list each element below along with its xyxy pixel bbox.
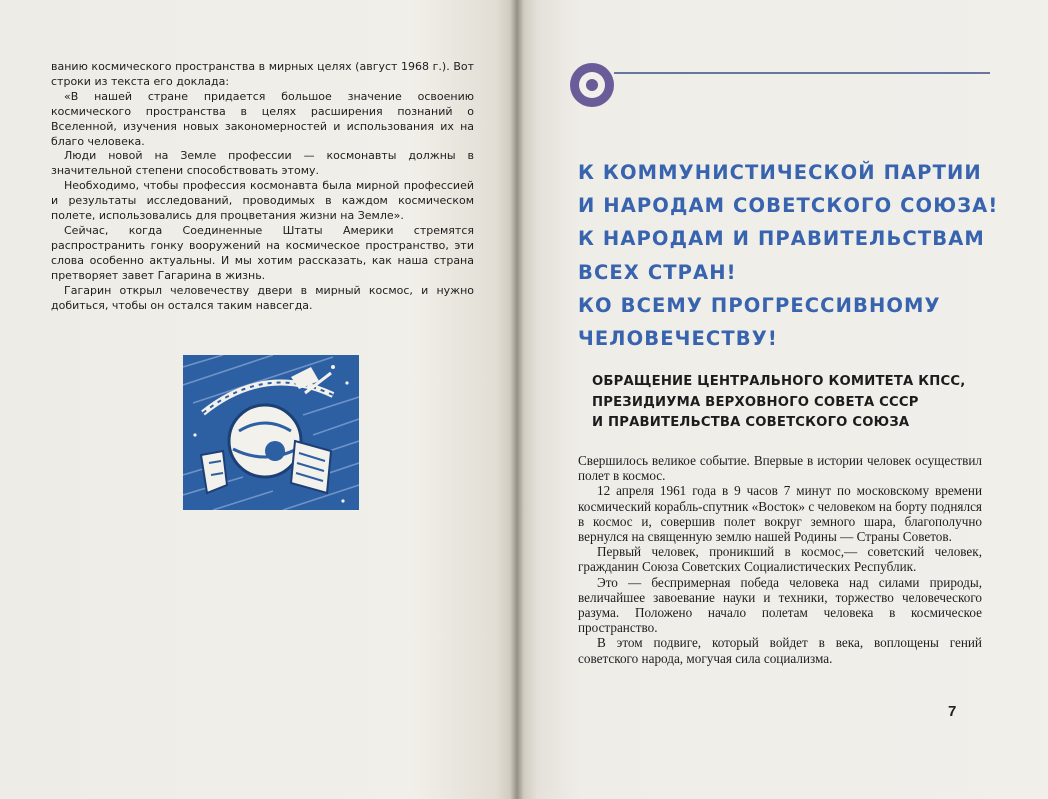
appeal-line: КО ВСЕМУ ПРОГРЕССИВНОМУ xyxy=(578,293,941,317)
appeal-line: И НАРОДАМ СОВЕТСКОГО СОЮЗА! xyxy=(578,194,999,218)
left-paragraph: Люди новой на Земле профессии — космонавты должны в значительной степени способствовать этому. xyxy=(51,149,474,178)
right-paragraph: 12 апреля 1961 года в 9 часов 7 минут по московскому времени космический корабль-спутник «Восток» с человеком на борту поднялся в космос и, совершив полет вокруг земного шара, благополучно вернулся на священную землю нашей Родины — Страны Советов. xyxy=(578,483,982,545)
right-paragraph: Первый человек, проникший в космос,— советский человек, гражданин Союза Советских Социалистических Республик. xyxy=(578,544,982,575)
appeal-line: К КОММУНИСТИЧЕСКОЙ ПАРТИИ xyxy=(578,161,982,184)
book-gutter xyxy=(510,0,524,799)
subheading-line: ПРЕЗИДИУМА ВЕРХОВНОГО СОВЕТА СССР xyxy=(592,394,919,410)
left-paragraph: Гагарин открыл человечеству двери в мирный космос, и нужно добиться, чтобы он остался таким навсегда. xyxy=(51,283,474,312)
left-paragraph: ванию космического пространства в мирных целях (август 1968 г.). Вот строки из текста его доклада: xyxy=(51,60,474,88)
left-paragraph: Сейчас, когда Соединенные Штаты Америки стремятся распространить гонку вооружений на космическое пространство, эти слова особенно актуальны. И мы хотим рассказать, как наша страна претворяет завет Гагарина в жизнь. xyxy=(51,223,474,282)
appeal-line: ВСЕХ СТРАН! xyxy=(578,260,737,284)
subheading-line: ОБРАЩЕНИЕ ЦЕНТРАЛЬНОГО КОМИТЕТА КПСС, xyxy=(592,374,966,389)
circle-target-line-icon xyxy=(568,62,993,108)
left-page-text xyxy=(51,60,474,313)
left-paragraph: Необходимо, чтобы профессия космонавта была мирной профессией и результаты исследований, проводимых в каждом космическом полете, использовались для процветания жизни на Земле». xyxy=(51,179,474,223)
right-page-text xyxy=(578,453,982,666)
page-number: 7 xyxy=(948,703,957,720)
spacecraft-vostok-engraving-icon xyxy=(183,355,359,510)
appeal-line: К НАРОДАМ И ПРАВИТЕЛЬСТВАМ xyxy=(578,227,985,251)
appeal-line: ЧЕЛОВЕЧЕСТВУ! xyxy=(578,327,778,351)
subheading-line: И ПРАВИТЕЛЬСТВА СОВЕТСКОГО СОЮЗА xyxy=(592,415,910,430)
right-paragraph: В этом подвиге, который войдет в века, воплощены гений советского народа, могучая сила социализма. xyxy=(578,635,982,666)
document-subheading xyxy=(592,372,992,434)
appeal-heading xyxy=(578,156,1008,355)
right-paragraph: Свершилось великое событие. Впервые в истории человек осуществил полет в космос. xyxy=(578,453,982,484)
left-paragraph: «В нашей стране придается большое значение освоению космического пространства в целях расширения познаний о Вселенной, изучения новых закономерностей и использования их на благо человека. xyxy=(51,89,474,148)
right-paragraph: Это — беспримерная победа человека над силами природы, величайшее завоевание науки и техники, торжество человеческого разума. Положено начало полетам человека в космическое пространство. xyxy=(578,574,982,636)
